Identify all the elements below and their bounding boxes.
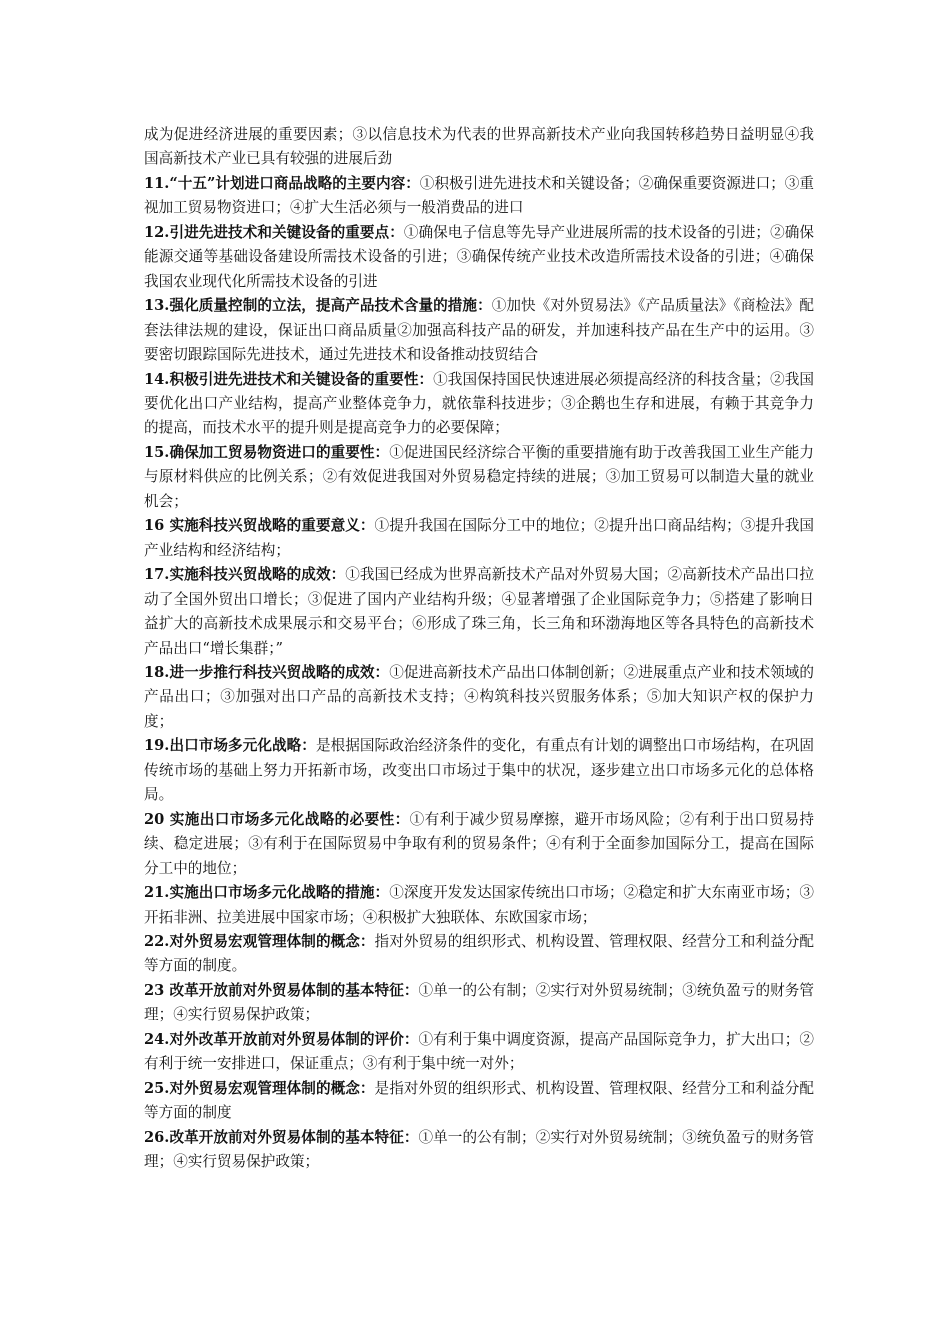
item-text: ①积极引进先进技术和关键设备；②确保重要资源进口；③重视加工贸易物资进口；④扩大生活必须与一般消费品的进口 [144,174,814,217]
item-text: 是根据国际政治经济条件的变化，有重点有计划的调整出口市场结构，在巩固传统市场的基础上努力开拓新市场，改变出口市场过于集中的状况，逐步建立出口市场多元化的总体格局。 [144,737,814,804]
intro-paragraph [144,123,814,172]
item-term: 22.对外贸易宏观管理体制的概念： [144,932,375,950]
item-text: ①深度开发发达国家传统出口市场；②稳定和扩大东南亚市场；③开拓非洲、拉美进展中国家市场；④积极扩大独联体、东欧国家市场； [144,884,814,926]
item-term: 26.改革开放前对外贸易体制的基本特征： [144,1128,419,1146]
item-term: 13.强化质量控制的立法，提高产品技术含量的措施： [144,297,492,315]
item-20 [144,808,814,881]
item-text: ①单一的公有制；②实行对外贸易统制；③统负盈亏的财务管理；④实行贸易保护政策； [144,981,814,1024]
item-term: 20 实施出口市场多元化战略的必要性： [144,810,410,828]
item-term: 14.积极引进先进技术和关键设备的重要性： [144,370,434,388]
item-term: 19.出口市场多元化战略： [144,737,316,755]
item-text: 指对外贸易的组织形式、机构设置、管理权限、经营分工和利益分配等方面的制度。 [144,932,814,975]
document-page [144,123,814,1174]
item-15 [144,441,814,514]
item-14 [144,368,814,441]
intro-text: 成为促进经济进展的重要因素；③以信息技术为代表的世界高新技术产业向我国转移趋势日益明显④我国高新技术产业已具有较强的进展后劲 [144,126,814,168]
item-text: ①加快《对外贸易法》《产品质量法》《商检法》配套法律法规的建设，保证出口商品质量②加强高科技产品的研发，并加速科技产品在生产中的运用。③要密切跟踪国际先进技术，通过先进技术和设备推动技贸结合 [144,297,814,364]
item-text: ①我国已经成为世界高新技术产品对外贸易大国；②高新技术产品出口拉动了全国外贸出口增长；③促进了国内产业结构升级；④显著增强了企业国际竞争力；⑤搭建了影响日益扩大的高新技术成果展示和交易平台；⑥形成了珠三角，长三角和环渤海地区等各具特色的高新技术产品出口“增长集群；” [144,566,814,657]
item-text: 是指对外贸的组织形式、机构设置、管理权限、经营分工和利益分配等方面的制度 [144,1079,814,1122]
item-22 [144,930,814,979]
item-text: ①确保电子信息等先导产业进展所需的技术设备的引进；②确保能源交通等基础设备建设所需技术设备的引进；③确保传统产业技术改造所需技术设备的引进；④确保我国农业现代化所需技术设备的引进 [144,223,814,290]
item-term: 16 实施科技兴贸战略的重要意义： [144,517,375,535]
item-text: ①有利于集中调度资源，提高产品国际竞争力，扩大出口；②有利于统一安排进口，保证重点；③有利于集中统一对外； [144,1030,814,1073]
item-text: ①促进国民经济综合平衡的重要措施有助于改善我国工业生产能力与原材料供应的比例关系；②有效促进我国对外贸易稳定持续的进展；③加工贸易可以制造大量的就业机会； [144,443,814,510]
item-term: 24.对外改革开放前对外贸易体制的评价： [144,1030,419,1048]
item-term: 23 改革开放前对外贸易体制的基本特征： [144,981,419,999]
item-24 [144,1028,814,1077]
item-term: 11.“十五”计划进口商品战略的主要内容： [144,174,420,192]
item-17 [144,563,814,661]
item-16 [144,514,814,563]
item-11 [144,172,814,221]
item-19 [144,734,814,807]
item-26 [144,1126,814,1175]
item-18 [144,661,814,734]
item-term: 17.实施科技兴贸战略的成效： [144,566,346,584]
item-term: 21.实施出口市场多元化战略的措施： [144,884,390,902]
item-25 [144,1077,814,1126]
item-text: ①我国保持国民快速进展必须提高经济的科技含量；②我国要优化出口产业结构，提高产业整体竞争力，就依靠科技进步；③企鹅也生存和进展，有赖于其竞争力的提高，而技术水平的提升则是提高竞争力的必要保障； [144,370,814,437]
item-text: ①促进高新技术产品出口体制创新；②进展重点产业和技术领域的产品出口；③加强对出口产品的高新技术支持；④构筑科技兴贸服务体系；⑤加大知识产权的保护力度； [144,663,814,730]
item-term: 12.引进先进技术和关键设备的重要点： [144,223,404,241]
item-term: 25.对外贸易宏观管理体制的概念： [144,1079,375,1097]
item-21 [144,881,814,930]
item-term: 18.进一步推行科技兴贸战略的成效： [144,663,390,681]
item-text: ①提升我国在国际分工中的地位；②提升出口商品结构；③提升我国产业结构和经济结构； [144,517,814,559]
item-13 [144,294,814,367]
item-23 [144,979,814,1028]
item-text: ①有利于减少贸易摩擦，避开市场风险；②有利于出口贸易持续、稳定进展；③有利于在国际贸易中争取有利的贸易条件；④有利于全面参加国际分工，提高在国际分工中的地位； [144,810,814,877]
item-term: 15.确保加工贸易物资进口的重要性： [144,443,390,461]
item-12 [144,221,814,294]
item-text: ①单一的公有制；②实行对外贸易统制；③统负盈亏的财务管理；④实行贸易保护政策； [144,1128,814,1171]
